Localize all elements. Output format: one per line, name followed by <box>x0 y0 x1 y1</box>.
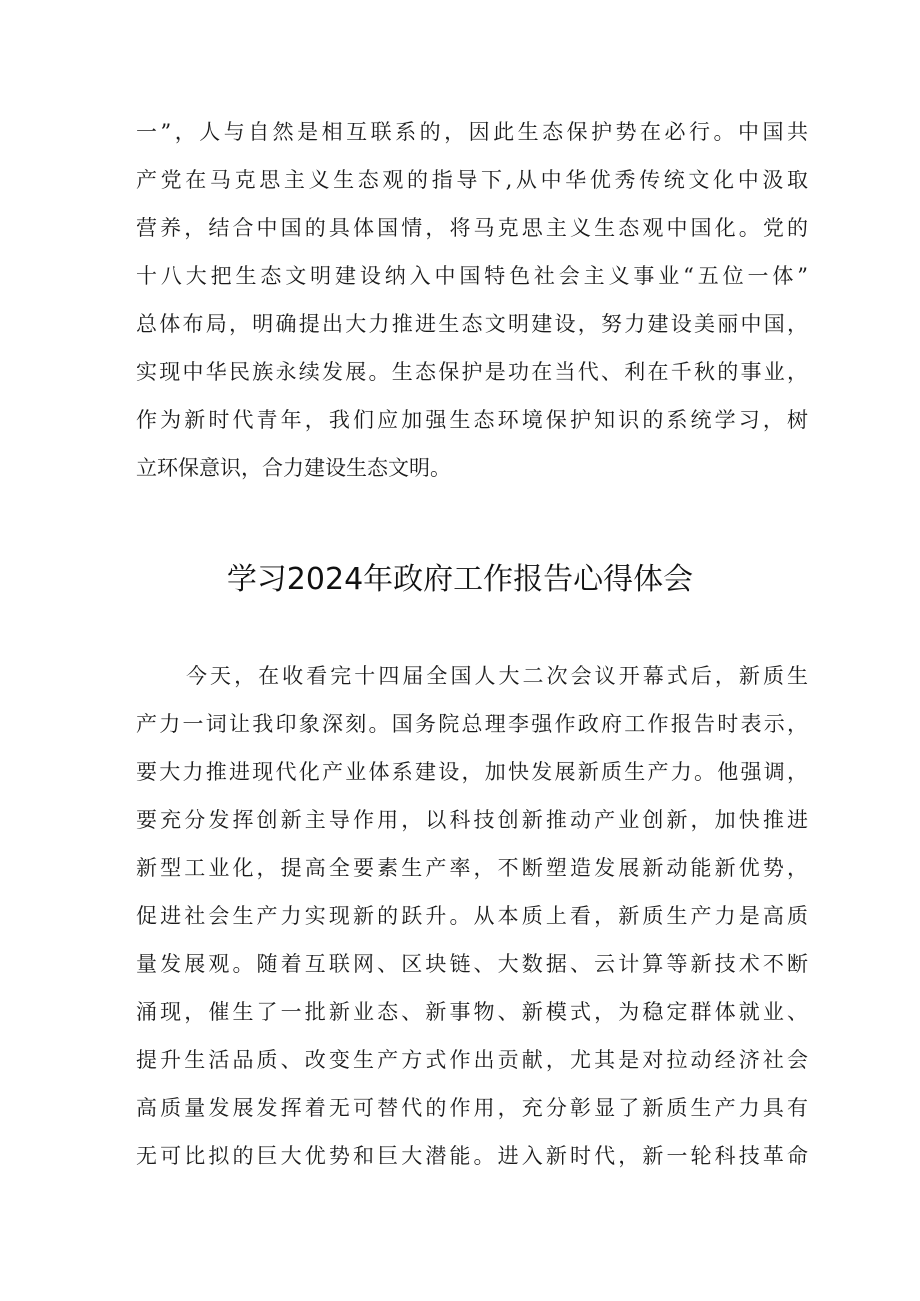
paragraph-line: 产党在马克思主义生态观的指导下,从中华优秀传统文化中汲取 <box>136 168 808 192</box>
paragraph-line: 产力一词让我印象深刻。国务院总理李强作政府工作报告时表示， <box>136 712 808 736</box>
paragraph-line: 总体布局，明确提出大力推进生态文明建设，努力建设美丽中国， <box>136 312 808 336</box>
article-title: 学习2024年政府工作报告心得体会 <box>226 562 694 597</box>
paragraph-line: 营养，结合中国的具体国情，将马克思主义生态观中国化。党的 <box>136 216 808 240</box>
paragraph-line: 要充分发挥创新主导作用，以科技创新推动产业创新，加快推进 <box>136 808 808 832</box>
paragraph-line: 提升生活品质、改变生产方式作出贡献，尤其是对拉动经济社会 <box>136 1048 808 1072</box>
paragraph-line: 实现中华民族永续发展。生态保护是功在当代、利在千秋的事业， <box>136 360 808 384</box>
paragraph-line: 立环保意识，合力建设生态文明。 <box>136 456 451 480</box>
paragraph-line: 作为新时代青年，我们应加强生态环境保护知识的系统学习，树 <box>136 408 808 432</box>
paragraph-line: 今天，在收看完十四届全国人大二次会议开幕式后，新质生 <box>186 664 808 688</box>
paragraph-line: 新型工业化，提高全要素生产率，不断塑造发展新动能新优势， <box>136 856 808 880</box>
paragraph-line: 促进社会生产力实现新的跃升。从本质上看，新质生产力是高质 <box>136 904 808 928</box>
paragraph-line: 十八大把生态文明建设纳入中国特色社会主义事业“五位一体” <box>136 264 808 288</box>
paragraph-line: 涌现，催生了一批新业态、新事物、新模式，为稳定群体就业、 <box>136 1000 808 1024</box>
paragraph-line: 高质量发展发挥着无可替代的作用，充分彰显了新质生产力具有 <box>136 1096 808 1120</box>
paragraph-line: 量发展观。随着互联网、区块链、大数据、云计算等新技术不断 <box>136 952 808 976</box>
paragraph-line: 一”，人与自然是相互联系的，因此生态保护势在必行。中国共 <box>136 120 808 144</box>
paragraph-line: 要大力推进现代化产业体系建设，加快发展新质生产力。他强调， <box>136 760 808 784</box>
paragraph-line: 无可比拟的巨大优势和巨大潜能。进入新时代，新一轮科技革命 <box>136 1144 808 1168</box>
